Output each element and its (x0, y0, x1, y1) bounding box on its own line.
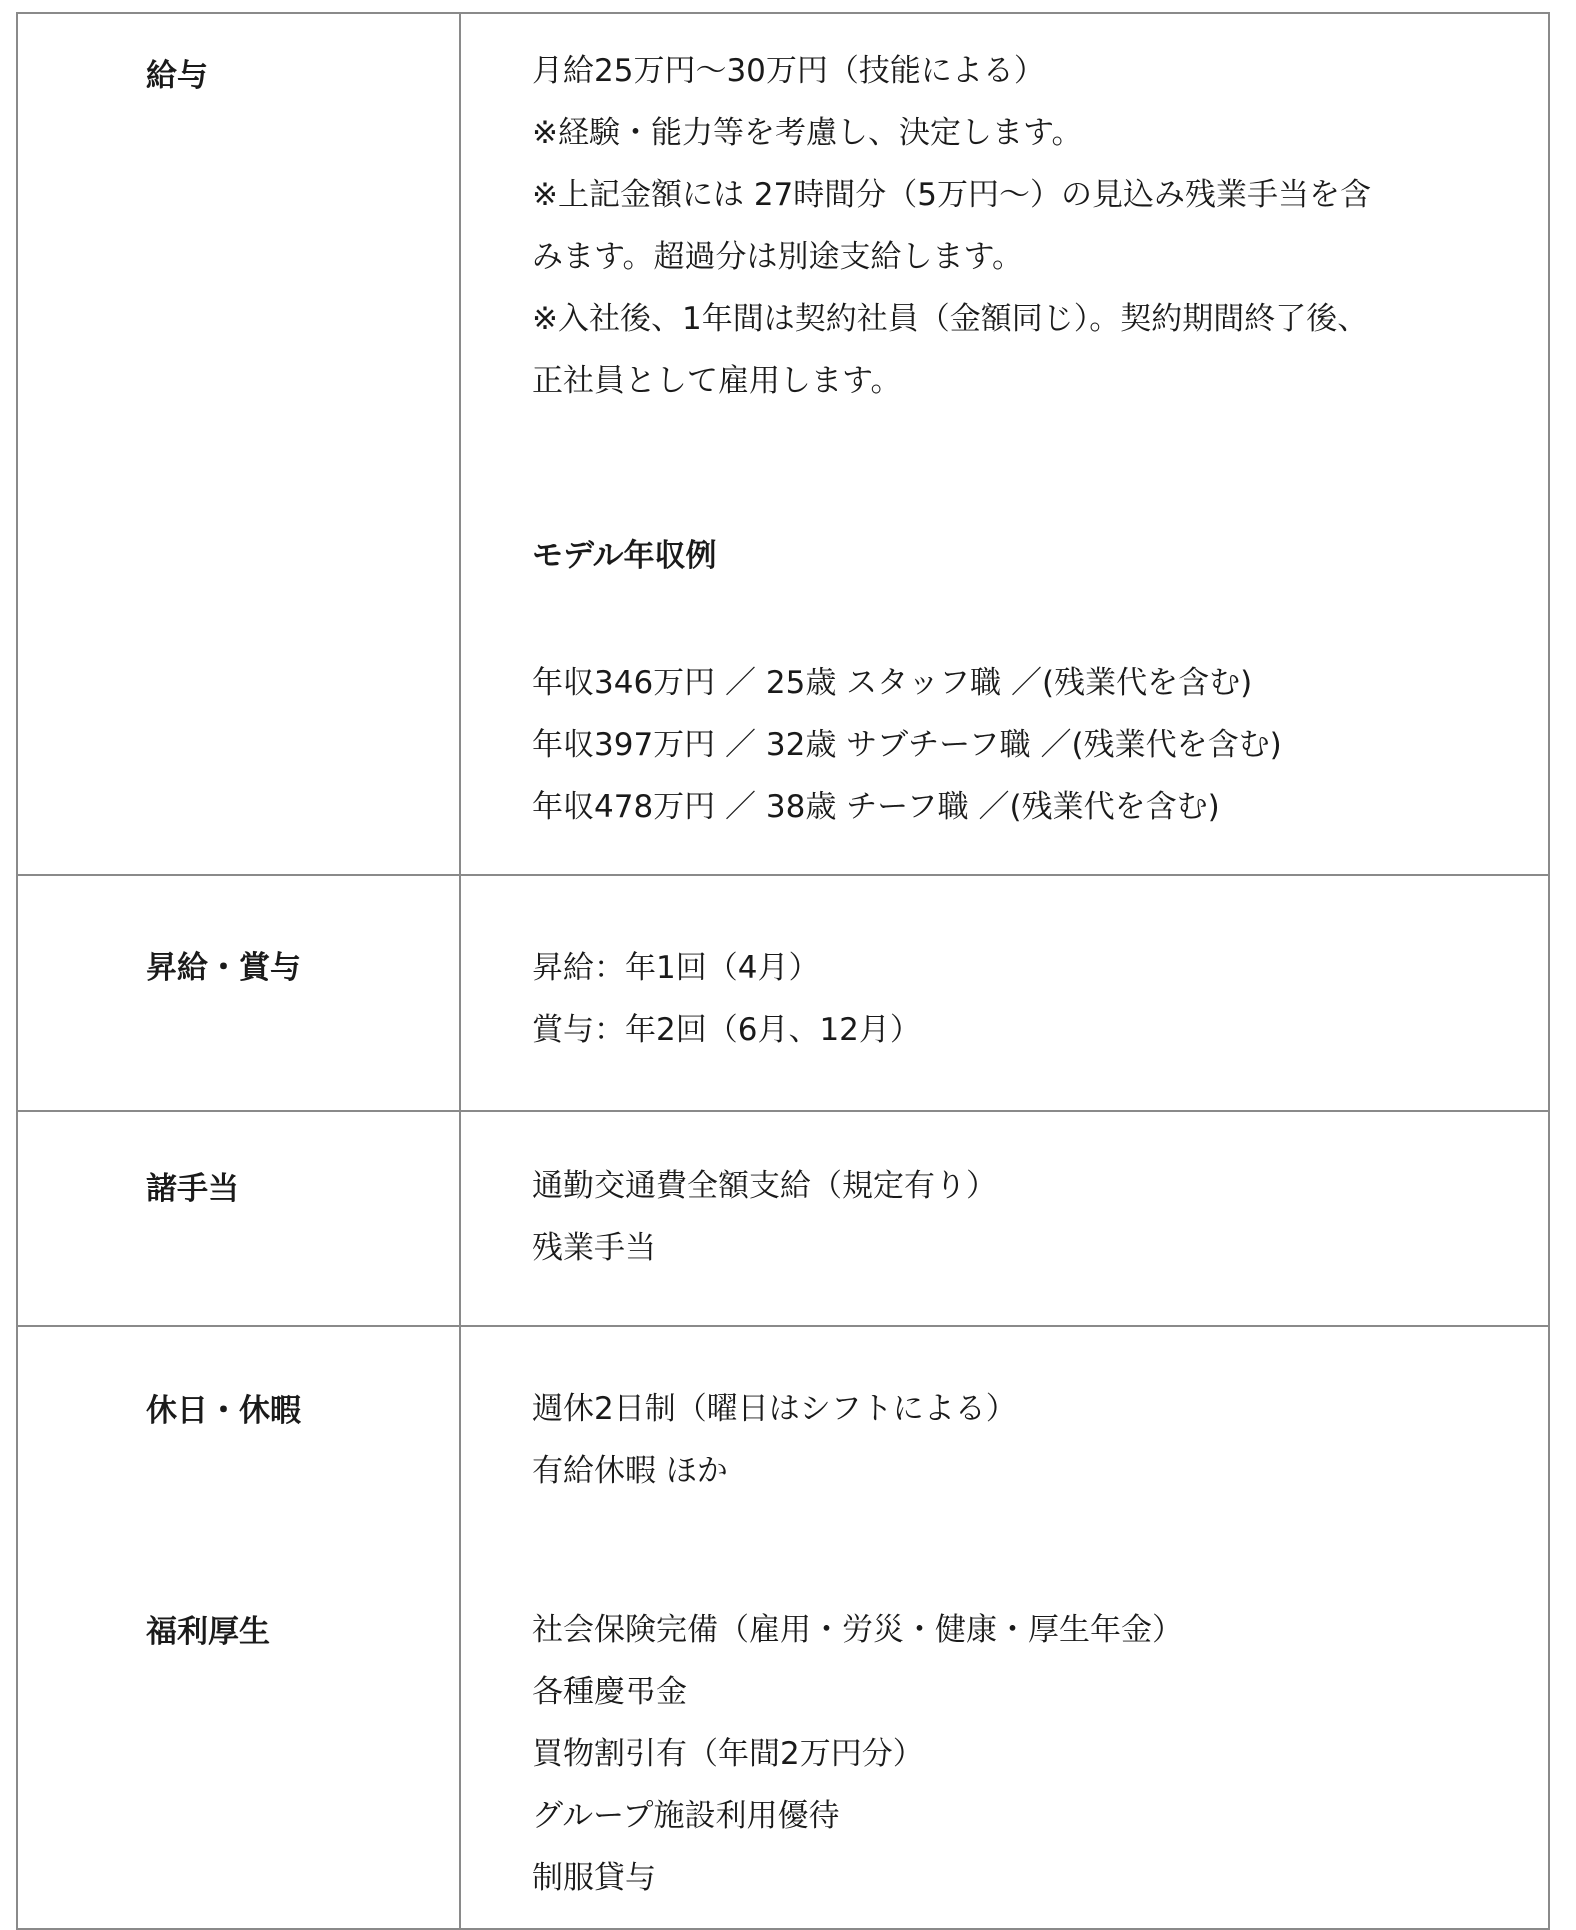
salary-label: 給与 (146, 58, 208, 94)
holidays-details (532, 1378, 1017, 1502)
salary-line: ※入社後、1年間は契約社員（金額同じ）。契約期間終了後、 (532, 301, 1369, 337)
welfare-line: 買物割引有（年間2万円分） (532, 1736, 924, 1772)
allowances-details (532, 1155, 997, 1279)
welfare-line: グループ施設利用優待 (532, 1798, 840, 1834)
model-income-line: 年収346万円 ／ 25歳 スタッフ職 ／(残業代を含む) (532, 665, 1253, 701)
raise-bonus-label: 昇給・賞与 (146, 950, 301, 986)
welfare-line: 各種慶弔金 (532, 1674, 687, 1710)
holidays-label: 休日・休暇 (146, 1393, 301, 1429)
allowances-line: 残業手当 (532, 1230, 656, 1266)
salary-details (532, 40, 1371, 412)
welfare-line: 制服貸与 (532, 1860, 656, 1896)
model-income-list (532, 652, 1282, 838)
model-income-line: 年収397万円 ／ 32歳 サブチーフ職 ／(残業代を含む) (532, 727, 1282, 763)
row-divider (18, 1325, 1548, 1327)
raise-bonus-details (532, 937, 921, 1061)
model-income-line: 年収478万円 ／ 38歳 チーフ職 ／(残業代を含む) (532, 789, 1220, 825)
salary-line: 正社員として雇用します。 (532, 363, 902, 399)
holidays-line: 週休2日制（曜日はシフトによる） (532, 1391, 1017, 1427)
employment-conditions-table (16, 12, 1550, 1930)
row-divider (18, 874, 1548, 876)
model-income-heading: モデル年収例 (532, 538, 717, 574)
row-divider (18, 1110, 1548, 1112)
welfare-label: 福利厚生 (146, 1614, 270, 1650)
raise-bonus-line: 賞与：年2回（6月、12月） (532, 1012, 921, 1048)
welfare-details (532, 1599, 1183, 1909)
raise-bonus-line: 昇給：年1回（4月） (532, 950, 820, 986)
holidays-line: 有給休暇 ほか (532, 1453, 728, 1489)
salary-line: ※上記金額には 27時間分（5万円～）の見込み残業手当を含 (532, 177, 1371, 213)
allowances-line: 通勤交通費全額支給（規定有り） (532, 1168, 997, 1204)
salary-line: みます。超過分は別途支給します。 (532, 239, 1024, 275)
salary-line: ※経験・能力等を考慮し、決定します。 (532, 115, 1083, 151)
column-divider (459, 14, 461, 1928)
allowances-label: 諸手当 (146, 1171, 239, 1207)
welfare-line: 社会保険完備（雇用・労災・健康・厚生年金） (532, 1612, 1183, 1648)
salary-line: 月給25万円～30万円（技能による） (532, 53, 1045, 89)
